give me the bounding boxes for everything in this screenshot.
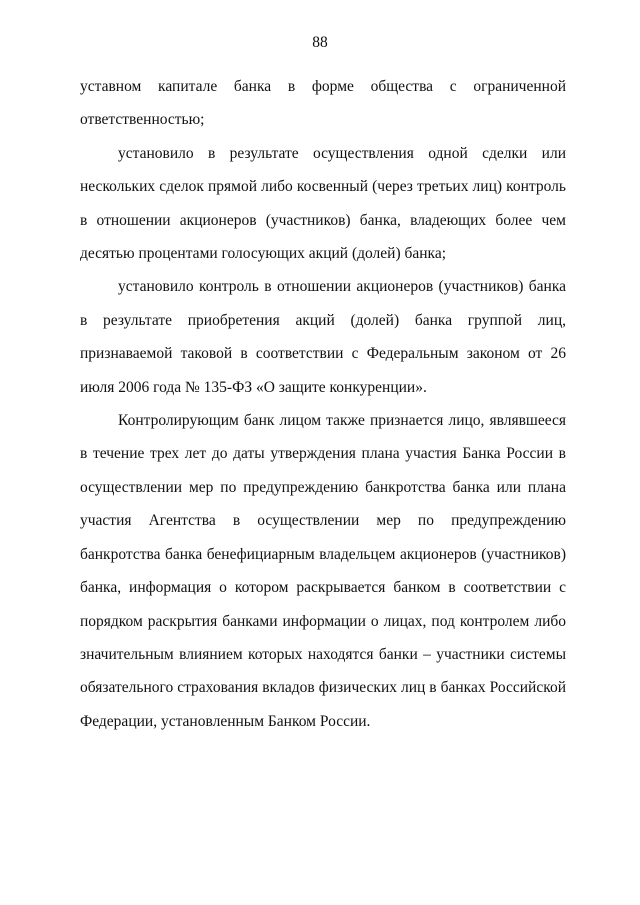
document-body xyxy=(80,70,566,738)
paragraph-continuation: уставном капитале банка в форме общества с ограниченной ответственностью; xyxy=(80,78,566,129)
paragraph-controlling-person: Контролирующим банк лицом также признается лицо, являвшееся в течение трех лет до даты утверждения плана участия Банка России в осуществлении мер по предупреждению банкротства банка или плана участия Агентства в осуществлении мер по предупреждению банкротства банка бенефициарным владельцем акционеров (участников) банка, информация о котором раскрывается банком в соответствии с порядком раскрытия банками информации о лицах, под контролем либо значительным влиянием которых находятся банки – участники системы обязательного страхования вкладов физических лиц в банках Российской Федерации, установленным Банком России. xyxy=(80,412,566,730)
paragraph-control-via-group: установило контроль в отношении акционеров (участников) банка в результате приобретения акций (долей) банка группой лиц, признаваемой таковой в соответствии с Федеральным законом от 26 июля 2006 года № 135-ФЗ «О защите конкуренции». xyxy=(80,278,566,396)
page-number: 88 xyxy=(312,34,328,51)
paragraph-control-via-deals: установило в результате осуществления одной сделки или нескольких сделок прямой либо косвенный (через третьих лиц) контроль в отношении акционеров (участников) банка, владеющих более чем десятью процентами голосующих акций (долей) банка; xyxy=(80,144,566,263)
